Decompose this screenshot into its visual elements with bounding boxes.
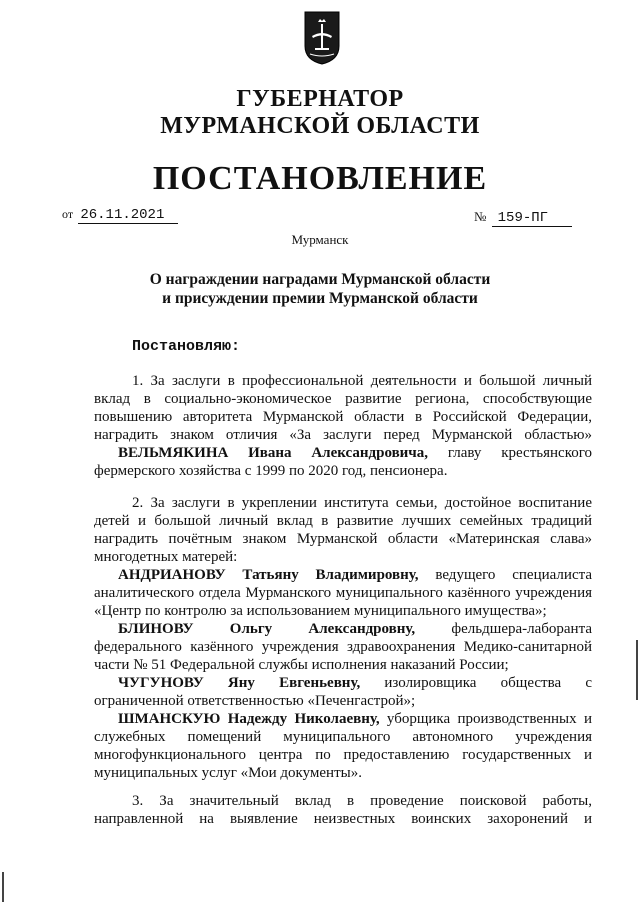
document-subject bbox=[0, 270, 640, 308]
paragraph-line: «Центр по контролю за использованием муниципального имущества»; bbox=[94, 603, 547, 619]
document-type-title: ПОСТАНОВЛЕНИЕ bbox=[152, 160, 488, 197]
resolve-heading: Постановляю: bbox=[132, 338, 241, 355]
issuer-title-line1: ГУБЕРНАТОР bbox=[236, 86, 404, 112]
awardee-name: БЛИНОВУ Ольгу Александровну, bbox=[118, 621, 416, 637]
awardee-name: ЧУГУНОВУ Яну Евгеньевну, bbox=[118, 675, 361, 691]
city-name: Мурманск bbox=[291, 232, 349, 247]
awardee-position: фельдшера-лаборанта bbox=[415, 621, 592, 637]
document-number bbox=[474, 209, 572, 227]
paragraph-line: наградить знаком отличия «За заслуги перед Мурманской областью» bbox=[94, 427, 592, 443]
number-prefix: № bbox=[474, 209, 487, 224]
date-value: 26.11.2021 bbox=[78, 207, 178, 224]
paragraph-1 bbox=[94, 372, 592, 480]
paragraph-line: муниципальных услуг «Мои документы». bbox=[94, 765, 362, 781]
paragraph-line: многофункционального центра по предоставлению государственных и bbox=[94, 747, 592, 763]
awardee-line bbox=[94, 566, 592, 584]
paragraph-line: детей и большой личный вклад в развитие лучших семейных традиций bbox=[94, 513, 592, 529]
date-prefix: от bbox=[62, 207, 74, 221]
awardee-line bbox=[94, 620, 592, 638]
scan-edge-mark bbox=[636, 640, 638, 700]
subject-line2: и присуждении премии Мурманской области bbox=[162, 290, 478, 307]
scan-edge-mark bbox=[2, 872, 4, 902]
paragraph-line: 1. За заслуги в профессиональной деятельности и большой личный bbox=[132, 373, 592, 389]
number-value: 159-ПГ bbox=[492, 210, 572, 227]
paragraph-line: федерального казённого учреждения здравоохранения Медико-санитарной bbox=[94, 639, 592, 655]
awardee-position: главу крестьянского bbox=[428, 445, 592, 461]
awardee-position: ведущего специалиста bbox=[418, 567, 592, 583]
paragraph-line: повышению авторитета Мурманской области в Российской Федерации, bbox=[94, 409, 592, 425]
subject-line1: О награждении наградами Мурманской области bbox=[149, 271, 491, 288]
awardee-name: АНДРИАНОВУ Татьяну Владимировну, bbox=[118, 567, 419, 583]
paragraph-line: 3. За значительный вклад в проведение поисковой работы, bbox=[132, 793, 592, 809]
paragraph-line: 2. За заслуги в укреплении института семьи, достойное воспитание bbox=[132, 495, 592, 511]
awardee-position: уборщика производственных и bbox=[379, 711, 592, 727]
paragraph-line: аналитического отдела Мурманского муниципального казённого учреждения bbox=[94, 585, 592, 601]
paragraph-line: многодетных матерей: bbox=[94, 549, 238, 565]
paragraph-line: части № 51 Федеральной службы исполнения наказаний России; bbox=[94, 657, 509, 673]
coat-of-arms-emblem bbox=[304, 10, 340, 65]
paragraph-line: вклад в социально-экономическое развитие региона, способствующие bbox=[94, 391, 592, 407]
awardee-name: ШМАНСКУЮ Надежду Николаевну, bbox=[118, 711, 380, 727]
paragraph-line: служебных помещений муниципального автономного учреждения bbox=[94, 729, 592, 745]
paragraph-line: фермерского хозяйства с 1999 по 2020 год, пенсионера. bbox=[94, 463, 448, 479]
awardee-name: ВЕЛЬМЯКИНА Ивана Александровича, bbox=[118, 445, 429, 461]
issuer-title-line2: МУРМАНСКОЙ ОБЛАСТИ bbox=[160, 113, 480, 139]
paragraph-line: направленной на выявление неизвестных воинских захоронений и bbox=[94, 811, 592, 827]
awardee-line bbox=[94, 710, 592, 728]
paragraph-2 bbox=[94, 494, 592, 782]
awardee-line bbox=[94, 674, 592, 692]
paragraph-line: ограниченной ответственностью «Печенгастрой»; bbox=[94, 693, 416, 709]
paragraph-3 bbox=[94, 792, 592, 828]
paragraph-line: наградить почётным знаком Мурманской области «Материнская слава» bbox=[94, 531, 592, 547]
document-date bbox=[62, 206, 178, 224]
awardee-line bbox=[94, 444, 592, 462]
awardee-position: изолировщика общества с bbox=[360, 675, 593, 691]
